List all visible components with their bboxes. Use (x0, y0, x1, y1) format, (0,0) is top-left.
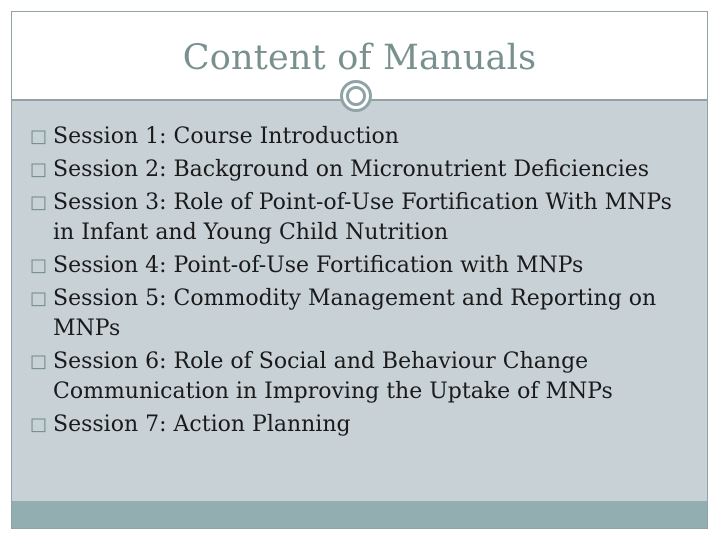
list-item (30, 251, 700, 281)
list-item-label: Session 2: Background on Micronutrient Deficiencies (53, 157, 650, 182)
bullet-list (30, 122, 700, 443)
slide-title: Content of Manuals (182, 38, 537, 78)
list-item (30, 347, 700, 407)
list-item-label: Session 5: Commodity Management and Reporting on MNPs (53, 286, 657, 341)
list-item-label: Session 3: Role of Point-of-Use Fortification With MNPs in Infant and Young Child Nutrition (53, 190, 672, 245)
bullet-box-icon: □ (30, 414, 48, 435)
bullet-box-icon: □ (30, 288, 48, 309)
bullet-box-icon: □ (30, 255, 48, 276)
list-item (30, 122, 700, 152)
circle-ornament-icon (340, 80, 372, 112)
bullet-box-icon: □ (30, 126, 48, 147)
bullet-box-icon: □ (30, 351, 48, 372)
circle-ornament-inner (346, 86, 366, 106)
bullet-box-icon: □ (30, 159, 48, 180)
list-item-label: Session 4: Point-of-Use Fortification with MNPs (53, 253, 584, 278)
list-item (30, 188, 700, 248)
list-item-label: Session 1: Course Introduction (53, 124, 399, 149)
list-item (30, 410, 700, 440)
list-item (30, 284, 700, 344)
list-item (30, 155, 700, 185)
list-item-label: Session 6: Role of Social and Behaviour Change Communication in Improving the Uptake of MNPs (53, 349, 613, 404)
footer-bar (12, 501, 707, 528)
list-item-label: Session 7: Action Planning (53, 412, 351, 437)
bullet-box-icon: □ (30, 192, 48, 213)
